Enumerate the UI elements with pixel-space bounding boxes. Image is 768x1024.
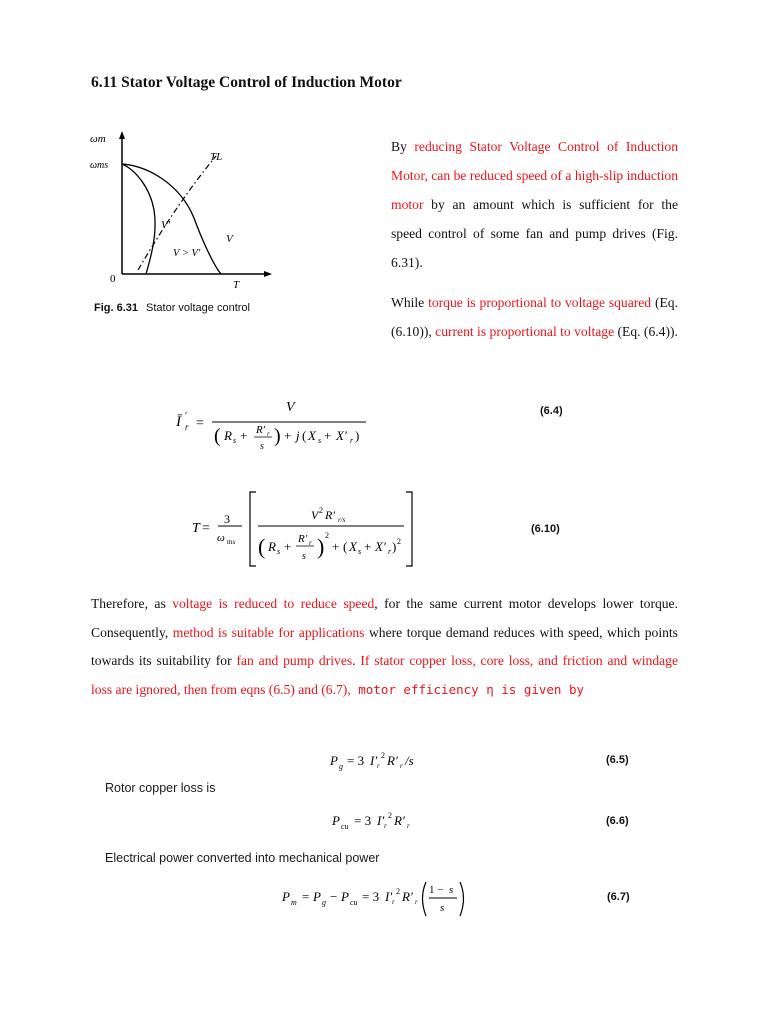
svg-text:=: = [302, 889, 310, 904]
svg-text:r: r [384, 822, 387, 830]
curve-label-reduced: V′ [161, 219, 171, 231]
svg-text:): ) [392, 539, 397, 554]
svg-text:s: s [449, 884, 454, 896]
svg-text:ω: ω [217, 532, 225, 544]
svg-text:r: r [407, 822, 410, 830]
eq-6-6-number: (6.6) [606, 815, 629, 827]
svg-text:+: + [240, 428, 248, 443]
figure-caption-label: Fig. 6.31 [94, 302, 139, 314]
x-axis-arrow [264, 271, 272, 277]
x-axis-label: T [233, 279, 240, 291]
svg-text:s: s [358, 547, 362, 556]
svg-text:r/s: r/s [338, 516, 346, 524]
svg-text:r: r [415, 898, 418, 906]
svg-text:R′: R′ [298, 533, 308, 545]
eq-6-5-number: (6.5) [606, 754, 629, 766]
svg-text:=: = [196, 416, 204, 431]
svg-text:P: P [332, 813, 340, 828]
svg-text:r: r [400, 762, 403, 770]
svg-text:R′: R′ [402, 889, 413, 904]
svg-text:s: s [318, 436, 322, 445]
svg-text:Ī: Ī [176, 414, 181, 430]
svg-text:X′: X′ [375, 539, 386, 554]
body-text: where torque demand reduces with speed, which points towards its suitability for [91, 624, 678, 668]
svg-text:): ) [355, 428, 360, 443]
proportionality-text: While [391, 295, 429, 310]
svg-text:2: 2 [381, 751, 385, 760]
svg-text:X: X [349, 539, 357, 554]
svg-text:= 3: = 3 [362, 889, 380, 904]
proportionality-text: (Eq. (6.10)), [391, 295, 678, 339]
y-tick-label: ωms [90, 160, 109, 171]
y-axis-arrow [119, 131, 125, 139]
body-paragraph [91, 590, 678, 704]
svg-text:−: − [330, 889, 338, 904]
svg-text:R: R [224, 428, 232, 443]
svg-text:P: P [330, 753, 338, 768]
svg-text:(: ( [214, 425, 221, 447]
curve-label-rated: V [226, 233, 233, 245]
svg-text:r: r [350, 436, 354, 445]
svg-text:=: = [202, 521, 210, 536]
svg-text:s: s [233, 436, 237, 445]
svg-text:r: r [267, 430, 270, 438]
svg-text:2: 2 [319, 506, 323, 515]
svg-text:2: 2 [325, 531, 329, 540]
intro-text: By [391, 139, 415, 154]
svg-text:R′: R′ [394, 813, 405, 828]
svg-text:s: s [440, 902, 445, 914]
svg-text:s: s [277, 547, 281, 556]
svg-text:2: 2 [397, 537, 401, 546]
svg-text:R′: R′ [256, 424, 266, 436]
svg-text:j: j [296, 428, 300, 443]
svg-text:+: + [332, 539, 340, 554]
equation-6-7 [280, 876, 470, 920]
svg-text:X′: X′ [336, 428, 347, 443]
svg-text:2: 2 [396, 887, 400, 896]
svg-text:X: X [308, 428, 316, 443]
svg-text:+: + [284, 428, 292, 443]
svg-text:T: T [192, 521, 200, 536]
svg-text:): ) [274, 425, 281, 447]
svg-text:1 −: 1 − [429, 884, 444, 896]
svg-text:cu: cu [341, 822, 349, 831]
svg-text:s: s [260, 441, 264, 452]
svg-text:I′: I′ [377, 813, 385, 828]
current-highlight: current is proportional to voltage [435, 324, 615, 339]
equation-6-5 [328, 747, 438, 775]
svg-text:= 3: = 3 [347, 753, 365, 768]
svg-text:g: g [322, 898, 326, 907]
body-text: Therefore, as [91, 596, 173, 611]
svg-text:r: r [309, 539, 312, 547]
svg-text:cu: cu [350, 898, 358, 907]
svg-text:P: P [282, 889, 290, 904]
load-curve-label: TL [210, 151, 223, 163]
svg-text:R: R [268, 539, 276, 554]
svg-text:′: ′ [185, 411, 188, 422]
body-text: , for the same current motor develops lower torque. Consequently, [91, 596, 678, 640]
stator-voltage-control-figure [88, 126, 283, 296]
electrical-power-label: Electrical power converted into mechanical power [105, 851, 380, 865]
y-axis-label: ωm [90, 133, 106, 145]
svg-text:(: ( [343, 539, 348, 554]
intro-highlight: reducing Stator Voltage Control of Induction Motor, can be reduced speed of a high-slip induction motor [391, 139, 679, 212]
svg-text:P: P [313, 889, 321, 904]
svg-text:P: P [341, 889, 349, 904]
svg-text:r: r [377, 762, 380, 770]
equation-6-4 [174, 392, 374, 454]
efficiency-highlight: motor efficiency η is given by [350, 681, 585, 697]
origin-label: 0 [110, 273, 116, 285]
svg-text:R′: R′ [387, 753, 398, 768]
equation-6-10 [190, 488, 420, 570]
rotor-copper-loss-label: Rotor copper loss is [105, 781, 216, 795]
svg-text:g: g [339, 762, 343, 771]
svg-text:(: ( [258, 534, 266, 559]
intro-text: by an amount which is sufficient for the speed control of some fan and pump drives (Fig. 6.31). [391, 197, 678, 270]
svg-text:r: r [388, 547, 392, 556]
svg-text:V: V [311, 508, 319, 522]
eq-6-7-number: (6.7) [607, 891, 630, 903]
svg-text:I′: I′ [385, 889, 393, 904]
svg-text:(: ( [302, 428, 307, 443]
intro-paragraph [391, 132, 678, 277]
svg-text:3: 3 [224, 512, 230, 526]
svg-text:I′: I′ [370, 753, 378, 768]
svg-text:R′: R′ [325, 508, 335, 522]
svg-text:+: + [284, 539, 292, 554]
svg-text:r: r [185, 422, 189, 432]
svg-text:V: V [286, 400, 295, 415]
svg-text:m: m [291, 898, 297, 907]
svg-text:): ) [317, 534, 325, 559]
eq-6-4-number: (6.4) [540, 405, 563, 417]
eq-6-10-number: (6.10) [531, 523, 560, 535]
proportionality-paragraph [391, 288, 678, 346]
proportionality-text: (Eq. (6.4)). [614, 324, 678, 339]
svg-text:+: + [364, 539, 372, 554]
curve-reduced-voltage [122, 164, 155, 274]
svg-text:= 3: = 3 [354, 813, 372, 828]
svg-text:2: 2 [388, 811, 392, 820]
loss-highlight: If stator copper loss, core loss, and friction and windage loss are ignored, then from eqns (6.5) and (6.7), [91, 653, 679, 697]
svg-text:/s: /s [405, 753, 414, 768]
method-highlight: method is suitable for applications [172, 624, 365, 640]
figure-caption-text: Stator voltage control [146, 302, 250, 314]
svg-text:+: + [324, 428, 332, 443]
figure-caption [94, 302, 250, 314]
relation-label: V > V′ [173, 248, 201, 259]
equation-6-6 [330, 807, 420, 835]
svg-text:r: r [392, 898, 395, 906]
torque-highlight: torque is proportional to voltage squared [428, 295, 652, 310]
body-text: . [352, 653, 361, 668]
svg-text:s: s [302, 551, 306, 562]
voltage-highlight: voltage is reduced to reduce speed [172, 596, 375, 611]
svg-text:ms: ms [227, 538, 236, 546]
curve-rated-voltage [122, 164, 221, 274]
section-heading: 6.11 Stator Voltage Control of Induction Motor [91, 74, 402, 91]
fan-pump-highlight: fan and pump drives [236, 653, 353, 668]
